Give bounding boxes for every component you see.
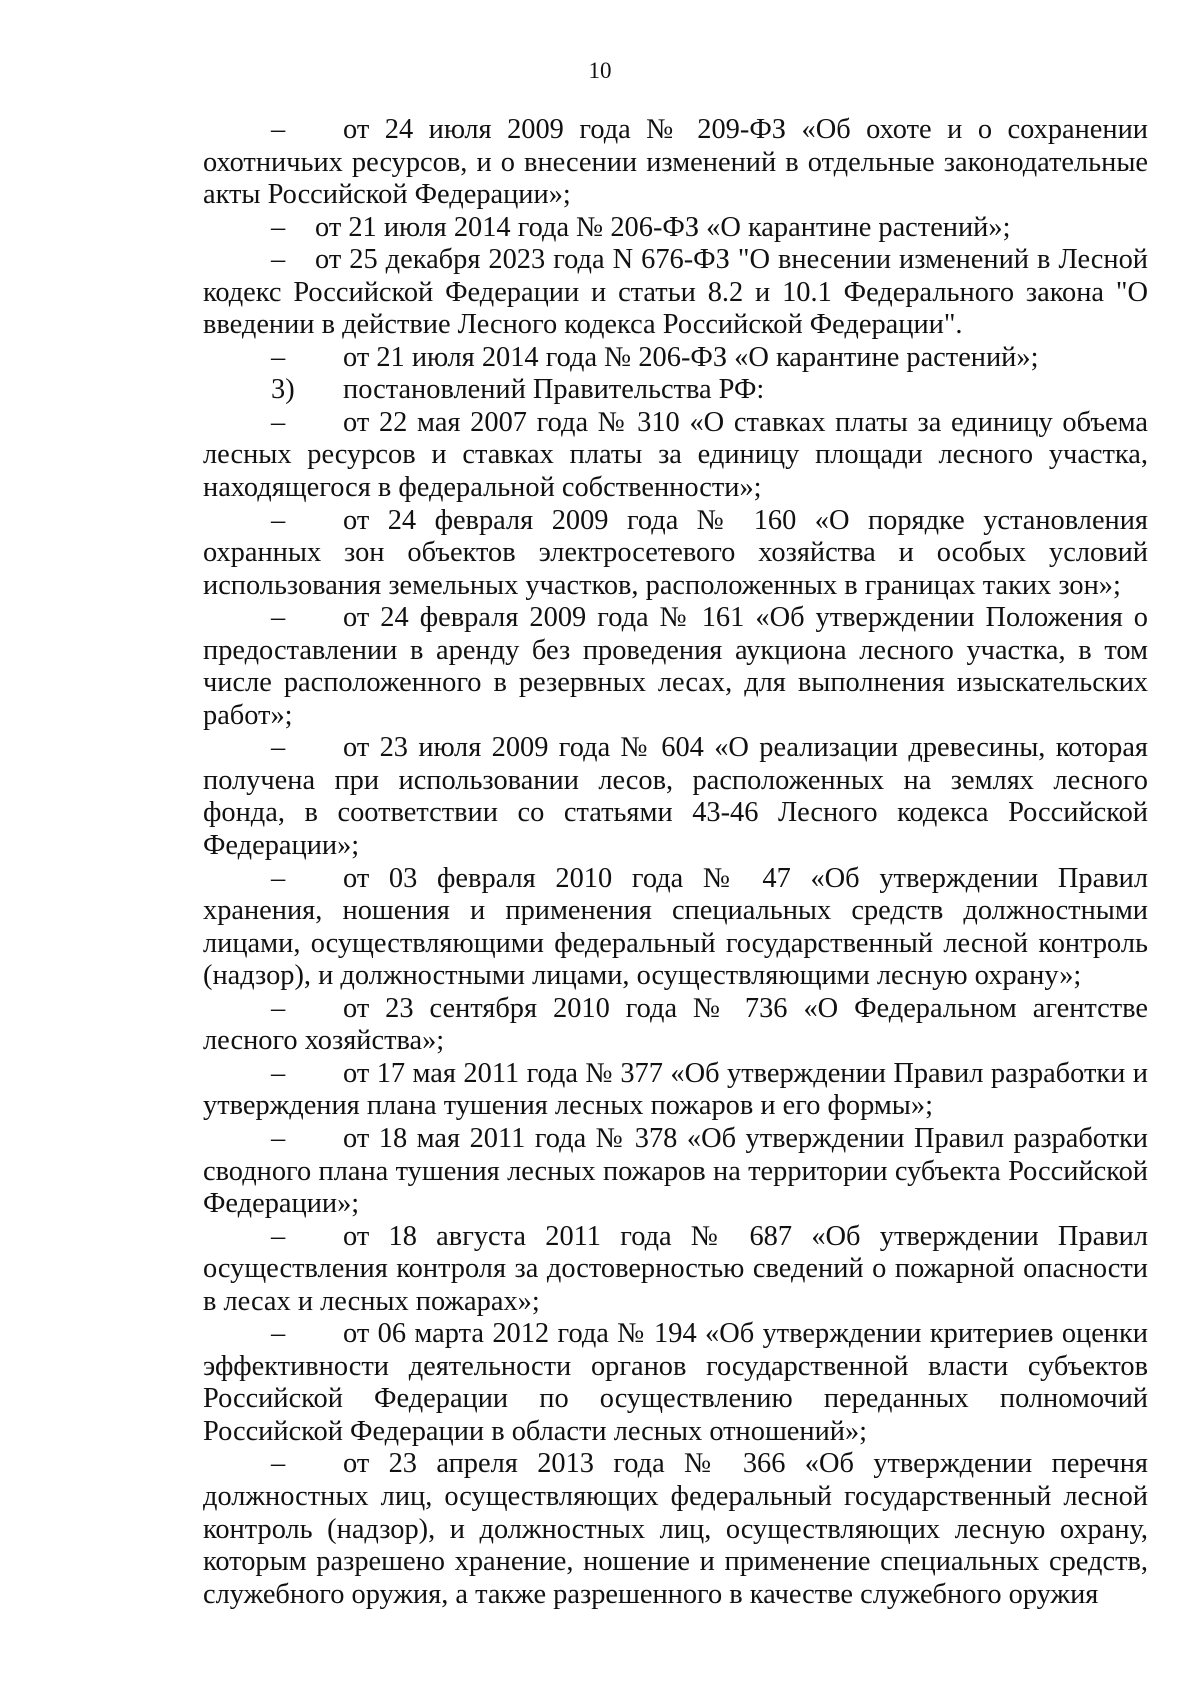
list-item: [203, 342, 1148, 375]
list-marker: –: [271, 211, 286, 243]
list-item: [203, 1123, 1148, 1221]
page-number: 10: [588, 58, 612, 83]
list-item-text: от 21 июля 2014 года № 206-ФЗ «О карантине растений»;: [343, 341, 1039, 373]
list-item: [203, 863, 1148, 993]
list-item: [203, 114, 1148, 212]
list-item: [203, 732, 1148, 862]
list-marker: –: [271, 341, 286, 373]
list-item-text: от 23 июля 2009 года № 604 «О реализации древесины, которая получена при использовании лесов, расположенных на землях лесного фонда, в соответствии со статьями 43-46 Лесного кодекса Российской Федерации»;: [203, 732, 1148, 862]
list-marker: –: [271, 862, 286, 894]
list-marker: –: [271, 1220, 286, 1252]
list-item: [203, 1448, 1148, 1611]
list-item: [203, 407, 1148, 505]
list-marker: –: [271, 1057, 286, 1089]
list-item: [203, 993, 1148, 1058]
list-item-text: от 18 августа 2011 года № 687 «Об утверждении Правил осуществления контроля за достоверностью сведений о пожарной опасности в лесах и лесных пожарах»;: [203, 1220, 1148, 1317]
list-item: [203, 1221, 1148, 1319]
list-item-text: от 23 апреля 2013 года № 366 «Об утверждении перечня должностных лиц, осуществляющих федеральный государственный лесной контроль (надзор), и должностных лиц, осуществляющих лесную охрану, которым разрешено хранение, ношение и применение специальных средств, служебного оружия, а также разрешенного в качестве служебного оружия: [203, 1448, 1148, 1610]
list-marker: –: [271, 1448, 286, 1480]
list-item-text: от 25 декабря 2023 года N 676-ФЗ "О внесении изменений в Лесной кодекс Российской Федерации и статьи 8.2 и 10.1 Федерального закона "О введении в действие Лесного кодекса Российской Федерации".: [203, 244, 1148, 341]
list-item: [203, 212, 1148, 245]
list-item-text: от 24 февраля 2009 года № 161 «Об утверждении Положения о предоставлении в аренду без проведения аукциона лесного участка, в том числе расположенного в резервных лесах, для выполнения изыскательских работ»;: [203, 602, 1148, 731]
list-item-text: от 18 мая 2011 года № 378 «Об утверждении Правил разработки сводного плана тушения лесных пожаров на территории субъекта Российской Федерации»;: [203, 1122, 1148, 1220]
list-item-text: от 17 мая 2011 года № 377 «Об утверждении Правил разработки и утверждения плана тушения лесных пожаров и его формы»;: [203, 1057, 1148, 1122]
list-marker: –: [271, 732, 286, 764]
list-item-text: от 24 февраля 2009 года № 160 «О порядке установления охранных зон объектов электросетевого хозяйства и особых условий использования земельных участков, расположенных в границах таких зон»;: [203, 504, 1148, 601]
list-item-text: от 06 марта 2012 года № 194 «Об утверждении критериев оценки эффективности деятельности органов государственной власти субъектов Российской Федерации по осуществлению переданных полномочий Российской Федерации в области лесных отношений»;: [203, 1318, 1148, 1447]
list-marker: –: [271, 114, 286, 145]
list-item: [203, 1318, 1148, 1448]
list-item: [203, 1058, 1148, 1123]
list-marker: –: [271, 1318, 286, 1350]
list-item-text: от 21 июля 2014 года № 206-ФЗ «О карантине растений»;: [315, 211, 1011, 243]
section-heading: [203, 374, 1148, 407]
list-item: [203, 602, 1148, 732]
list-item-text: от 24 июля 2009 года № 209-ФЗ «Об охоте и о сохранении охотничьих ресурсов, и о внесении изменений в отдельные законодательные акты Российской Федерации»;: [203, 114, 1148, 211]
list-item: [203, 505, 1148, 603]
list-marker: –: [271, 1122, 286, 1154]
list-item: [203, 244, 1148, 342]
list-marker: –: [271, 992, 286, 1024]
section-heading-text: постановлений Правительства РФ:: [343, 374, 765, 406]
section-number: 3): [271, 374, 295, 406]
list-marker: –: [271, 406, 286, 438]
document-body: [203, 114, 1148, 1611]
list-item-text: от 23 сентября 2010 года № 736 «О Федеральном агентстве лесного хозяйства»;: [203, 992, 1148, 1057]
list-marker: –: [271, 244, 286, 276]
list-marker: –: [271, 504, 286, 536]
list-item-text: от 22 мая 2007 года № 310 «О ставках платы за единицу объема лесных ресурсов и ставках платы за единицу площади лесного участка, находящегося в федеральной собственности»;: [203, 406, 1148, 504]
list-item-text: от 03 февраля 2010 года № 47 «Об утверждении Правил хранения, ношения и применения специальных средств должностными лицами, осуществляющими федеральный государственный лесной контроль (надзор), и должностными лицами, осуществляющими лесную охрану»;: [203, 862, 1148, 992]
list-marker: –: [271, 602, 286, 634]
